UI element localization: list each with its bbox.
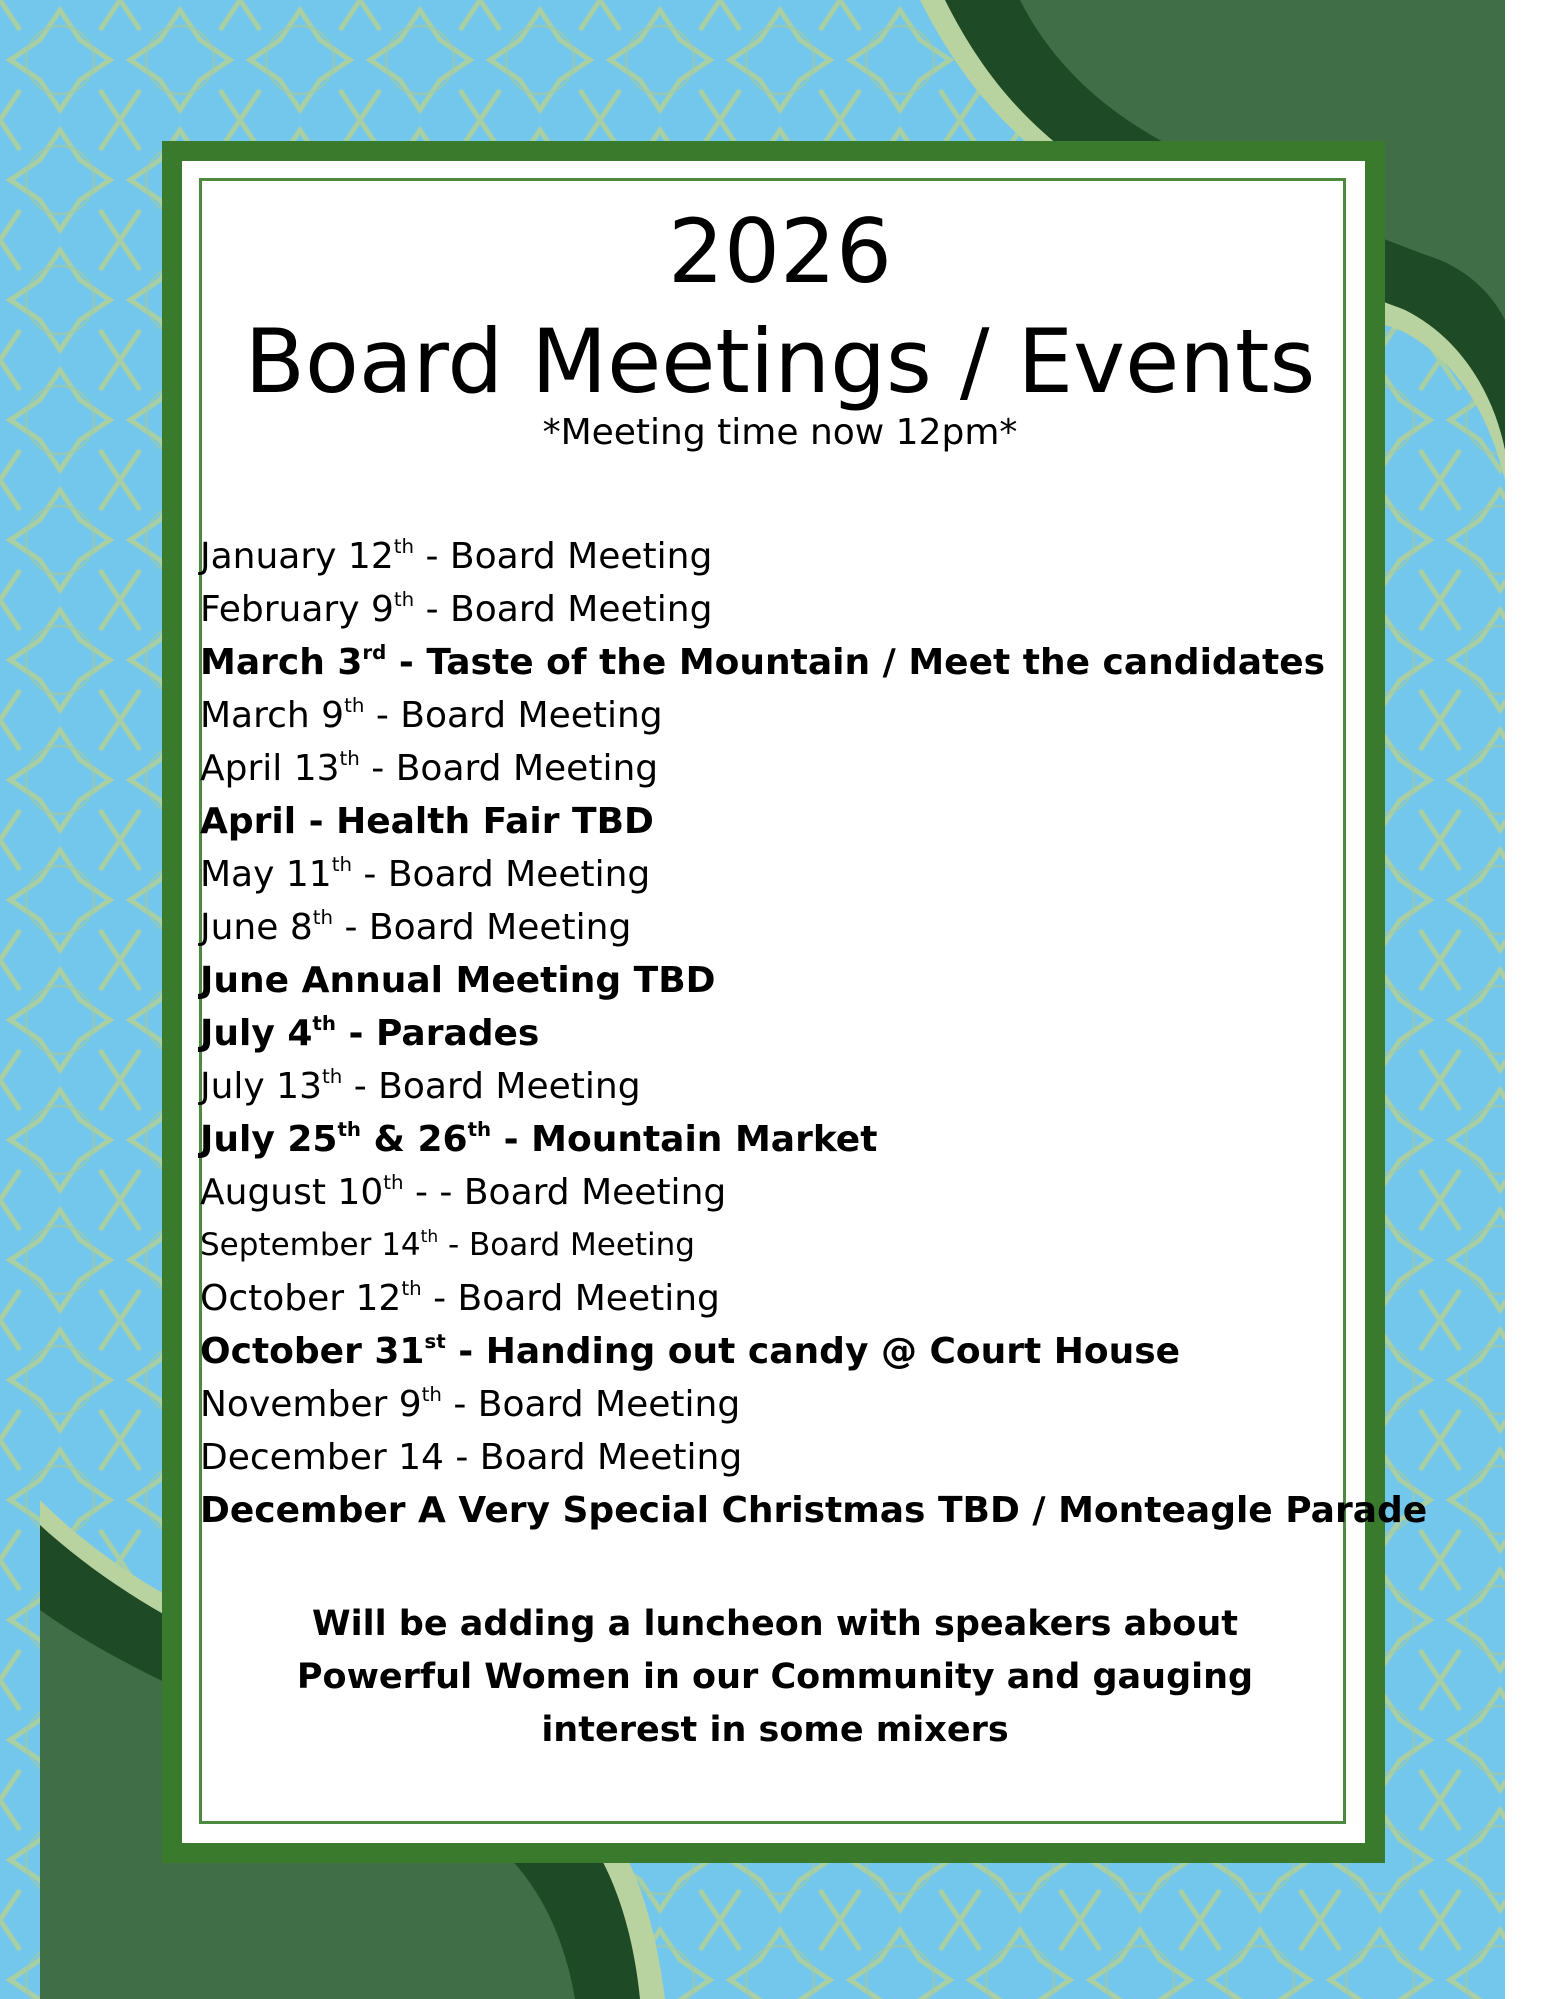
event-item xyxy=(200,1484,1428,1537)
event-date: January 12 xyxy=(200,536,394,577)
year-heading: 2026 xyxy=(668,200,892,303)
event-description: - Board Meeting xyxy=(364,695,663,736)
event-date-suffix: th xyxy=(401,1277,422,1301)
event-date: July 4 xyxy=(200,1013,313,1054)
event-item xyxy=(200,689,1360,742)
event-date: September 14 xyxy=(200,1227,421,1263)
event-date: February 9 xyxy=(200,589,394,630)
event-description: - Board Meeting xyxy=(414,536,713,577)
event-date-suffix: th xyxy=(322,1065,343,1089)
event-date: April 13 xyxy=(200,748,340,789)
event-date: October 12 xyxy=(200,1278,402,1319)
event-date-second: & 26 xyxy=(361,1119,468,1160)
event-date-suffix: th xyxy=(421,1383,442,1407)
event-date: June 8 xyxy=(200,907,313,948)
event-description: - Board Meeting xyxy=(441,1384,741,1425)
event-description: - Board Meeting xyxy=(438,1227,695,1263)
events-list xyxy=(200,530,1428,1537)
event-description: - Taste of the Mountain / Meet the candidates xyxy=(386,642,1326,683)
event-item xyxy=(200,1272,1360,1325)
event-item xyxy=(200,1060,1360,1113)
event-item xyxy=(200,1219,1360,1272)
event-date-suffix: st xyxy=(424,1330,446,1354)
event-item xyxy=(200,1431,1360,1484)
event-description: - Board Meeting xyxy=(359,748,659,789)
event-date: April - Health Fair TBD xyxy=(200,801,654,842)
event-item xyxy=(200,1007,1360,1060)
event-date-suffix: th xyxy=(339,747,360,771)
event-date: March 9 xyxy=(200,695,345,736)
event-description: - - Board Meeting xyxy=(403,1172,727,1213)
luncheon-note: Will be adding a luncheon with speakers about Powerful Women in our Community and gauging interest in some mixers xyxy=(296,1604,1254,1750)
event-date-suffix: th xyxy=(312,906,334,930)
event-date-suffix: th xyxy=(393,535,415,559)
event-date-suffix: th xyxy=(312,1012,336,1036)
event-description: - Parades xyxy=(335,1013,540,1054)
event-date: December 14 - Board Meeting xyxy=(200,1437,743,1478)
event-item xyxy=(200,636,1360,689)
event-item xyxy=(200,1378,1360,1431)
event-date: July 13 xyxy=(200,1066,322,1107)
event-item xyxy=(200,1166,1360,1219)
event-item xyxy=(200,901,1360,954)
event-date: March 3 xyxy=(200,642,363,683)
event-description: - Board Meeting xyxy=(333,907,632,948)
event-date: October 31 xyxy=(200,1331,425,1372)
event-item xyxy=(200,1113,1360,1166)
event-item xyxy=(200,530,1360,583)
event-description: - Board Meeting xyxy=(351,854,651,895)
event-description: - Board Meeting xyxy=(342,1066,641,1107)
event-date: December A Very Special Christmas TBD / Monteagle Parade xyxy=(200,1490,1428,1531)
event-date: August 10 xyxy=(200,1172,384,1213)
event-item xyxy=(200,742,1360,795)
event-date: November 9 xyxy=(200,1384,422,1425)
event-date-suffix: th xyxy=(337,1118,362,1142)
event-date-suffix: rd xyxy=(362,641,387,665)
event-date-suffix: th xyxy=(393,588,415,612)
page-title: Board Meetings / Events xyxy=(244,310,1316,413)
event-date-suffix: th xyxy=(420,1227,439,1248)
event-date-suffix: th xyxy=(344,694,365,718)
event-date: May 11 xyxy=(200,854,332,895)
event-date: July 25 xyxy=(200,1119,338,1160)
event-item xyxy=(200,1325,1360,1378)
event-description: - Board Meeting xyxy=(414,589,713,630)
event-item xyxy=(200,583,1360,636)
event-description: - Board Meeting xyxy=(421,1278,720,1319)
event-item xyxy=(200,795,1360,848)
event-date-suffix-second: th xyxy=(467,1118,492,1142)
event-date-suffix: th xyxy=(383,1171,404,1195)
event-item xyxy=(200,954,1360,1007)
event-description: - Mountain Market xyxy=(491,1119,878,1160)
event-description: - Handing out candy @ Court House xyxy=(445,1331,1181,1372)
event-date-suffix: th xyxy=(331,853,352,877)
event-date: June Annual Meeting TBD xyxy=(200,960,716,1001)
meeting-time-note: *Meeting time now 12pm* xyxy=(542,412,1018,453)
event-item xyxy=(200,848,1360,901)
